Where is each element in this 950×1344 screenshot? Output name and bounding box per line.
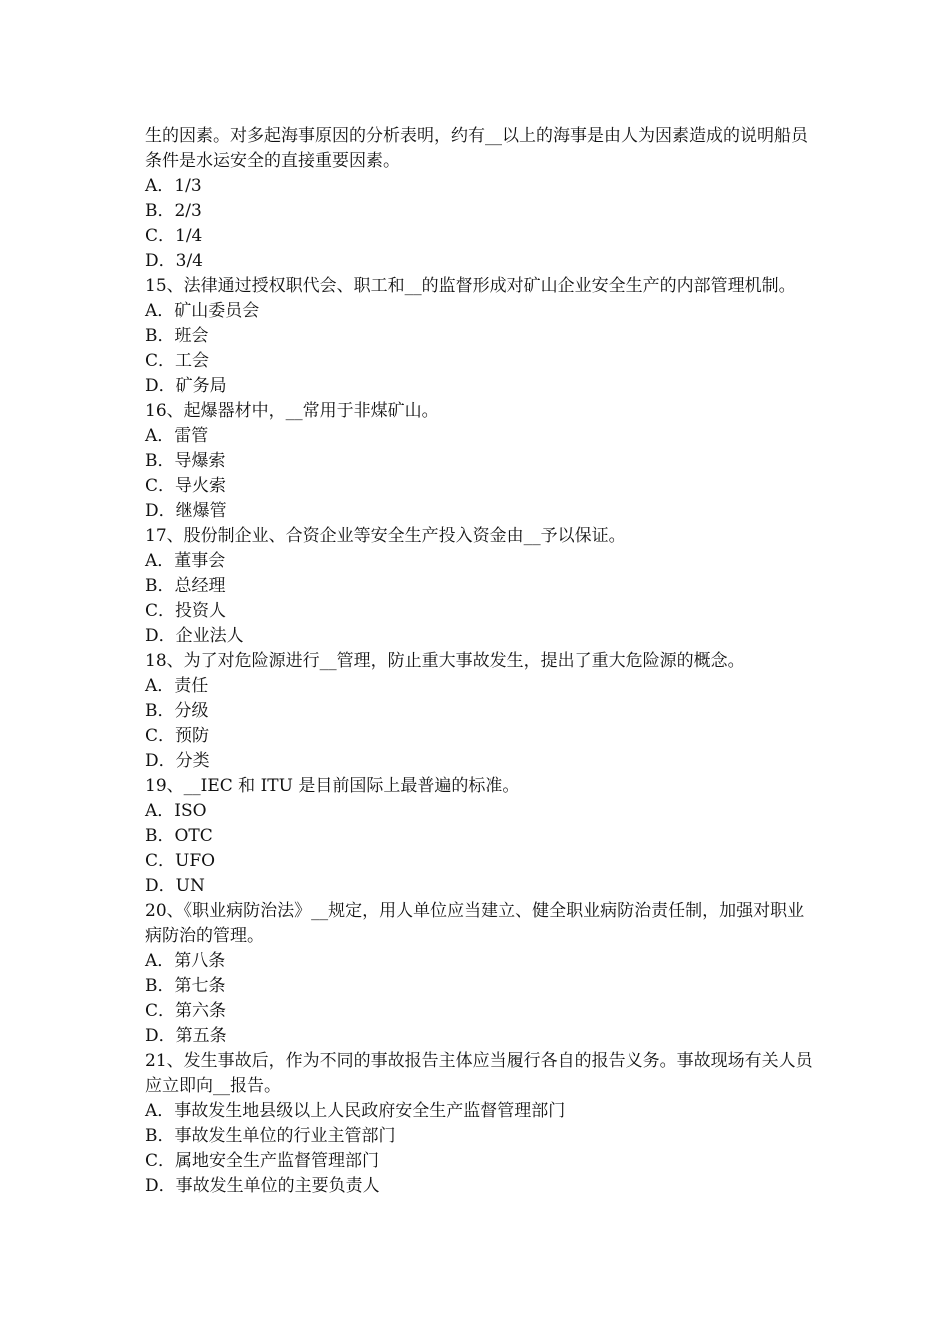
option-d: D．分类 [145,751,210,771]
option-b: B．导爆索 [145,451,226,471]
question-15: 15、法律通过授权职代会、职工和__的监督形成对矿山企业安全生产的内部管理机制。 [145,276,796,296]
option-b: B．总经理 [145,576,226,596]
question-20: 20、《职业病防治法》__规定，用人单位应当建立、健全职业病防治责任制，加强对职业病防治的管理。 [145,901,805,946]
option-b: B．事故发生单位的行业主管部门 [145,1126,396,1146]
option-b: B．分级 [145,701,209,721]
option-d: D．继爆管 [145,501,227,521]
option-a: A．第八条 [145,951,226,971]
option-d: D．矿务局 [145,376,227,396]
question-17: 17、股份制企业、合资企业等安全生产投入资金由__予以保证。 [145,526,626,546]
option-b: B．第七条 [145,976,226,996]
option-c: C．UFO [145,851,216,871]
option-c: C．投资人 [145,601,227,621]
option-a: A．雷管 [145,426,209,446]
option-a: A．董事会 [145,551,226,571]
option-c: C．第六条 [145,1001,227,1021]
option-a: A．1/3 [145,176,202,196]
option-b: B．2/3 [145,201,202,221]
option-d: D．企业法人 [145,626,244,646]
option-b: B．OTC [145,826,213,846]
option-a: A．事故发生地县级以上人民政府安全生产监督管理部门 [145,1101,566,1121]
question-stem-continuation: 生的因素。对多起海事原因的分析表明，约有__以上的海事是由人为因素造成的说明船员条件是水运安全的直接重要因素。 [145,126,808,171]
option-d: D．第五条 [145,1026,227,1046]
option-d: D．3/4 [145,251,203,271]
document-body [145,124,815,1199]
option-c: C．1/4 [145,226,203,246]
option-b: B．班会 [145,326,209,346]
option-c: C．导火索 [145,476,227,496]
question-19: 19、__IEC 和 ITU 是目前国际上最普遍的标准。 [145,776,520,796]
option-c: C．预防 [145,726,210,746]
question-16: 16、起爆器材中，__常用于非煤矿山。 [145,401,439,421]
question-18: 18、为了对危险源进行__管理，防止重大事故发生，提出了重大危险源的概念。 [145,651,745,671]
option-a: A．责任 [145,676,209,696]
option-c: C．工会 [145,351,210,371]
option-d: D．UN [145,876,205,896]
option-c: C．属地安全生产监督管理部门 [145,1151,380,1171]
option-a: A．矿山委员会 [145,301,260,321]
option-d: D．事故发生单位的主要负责人 [145,1176,380,1196]
question-21: 21、发生事故后，作为不同的事故报告主体应当履行各自的报告义务。事故现场有关人员应立即向__报告。 [145,1051,813,1096]
option-a: A．ISO [145,801,207,821]
